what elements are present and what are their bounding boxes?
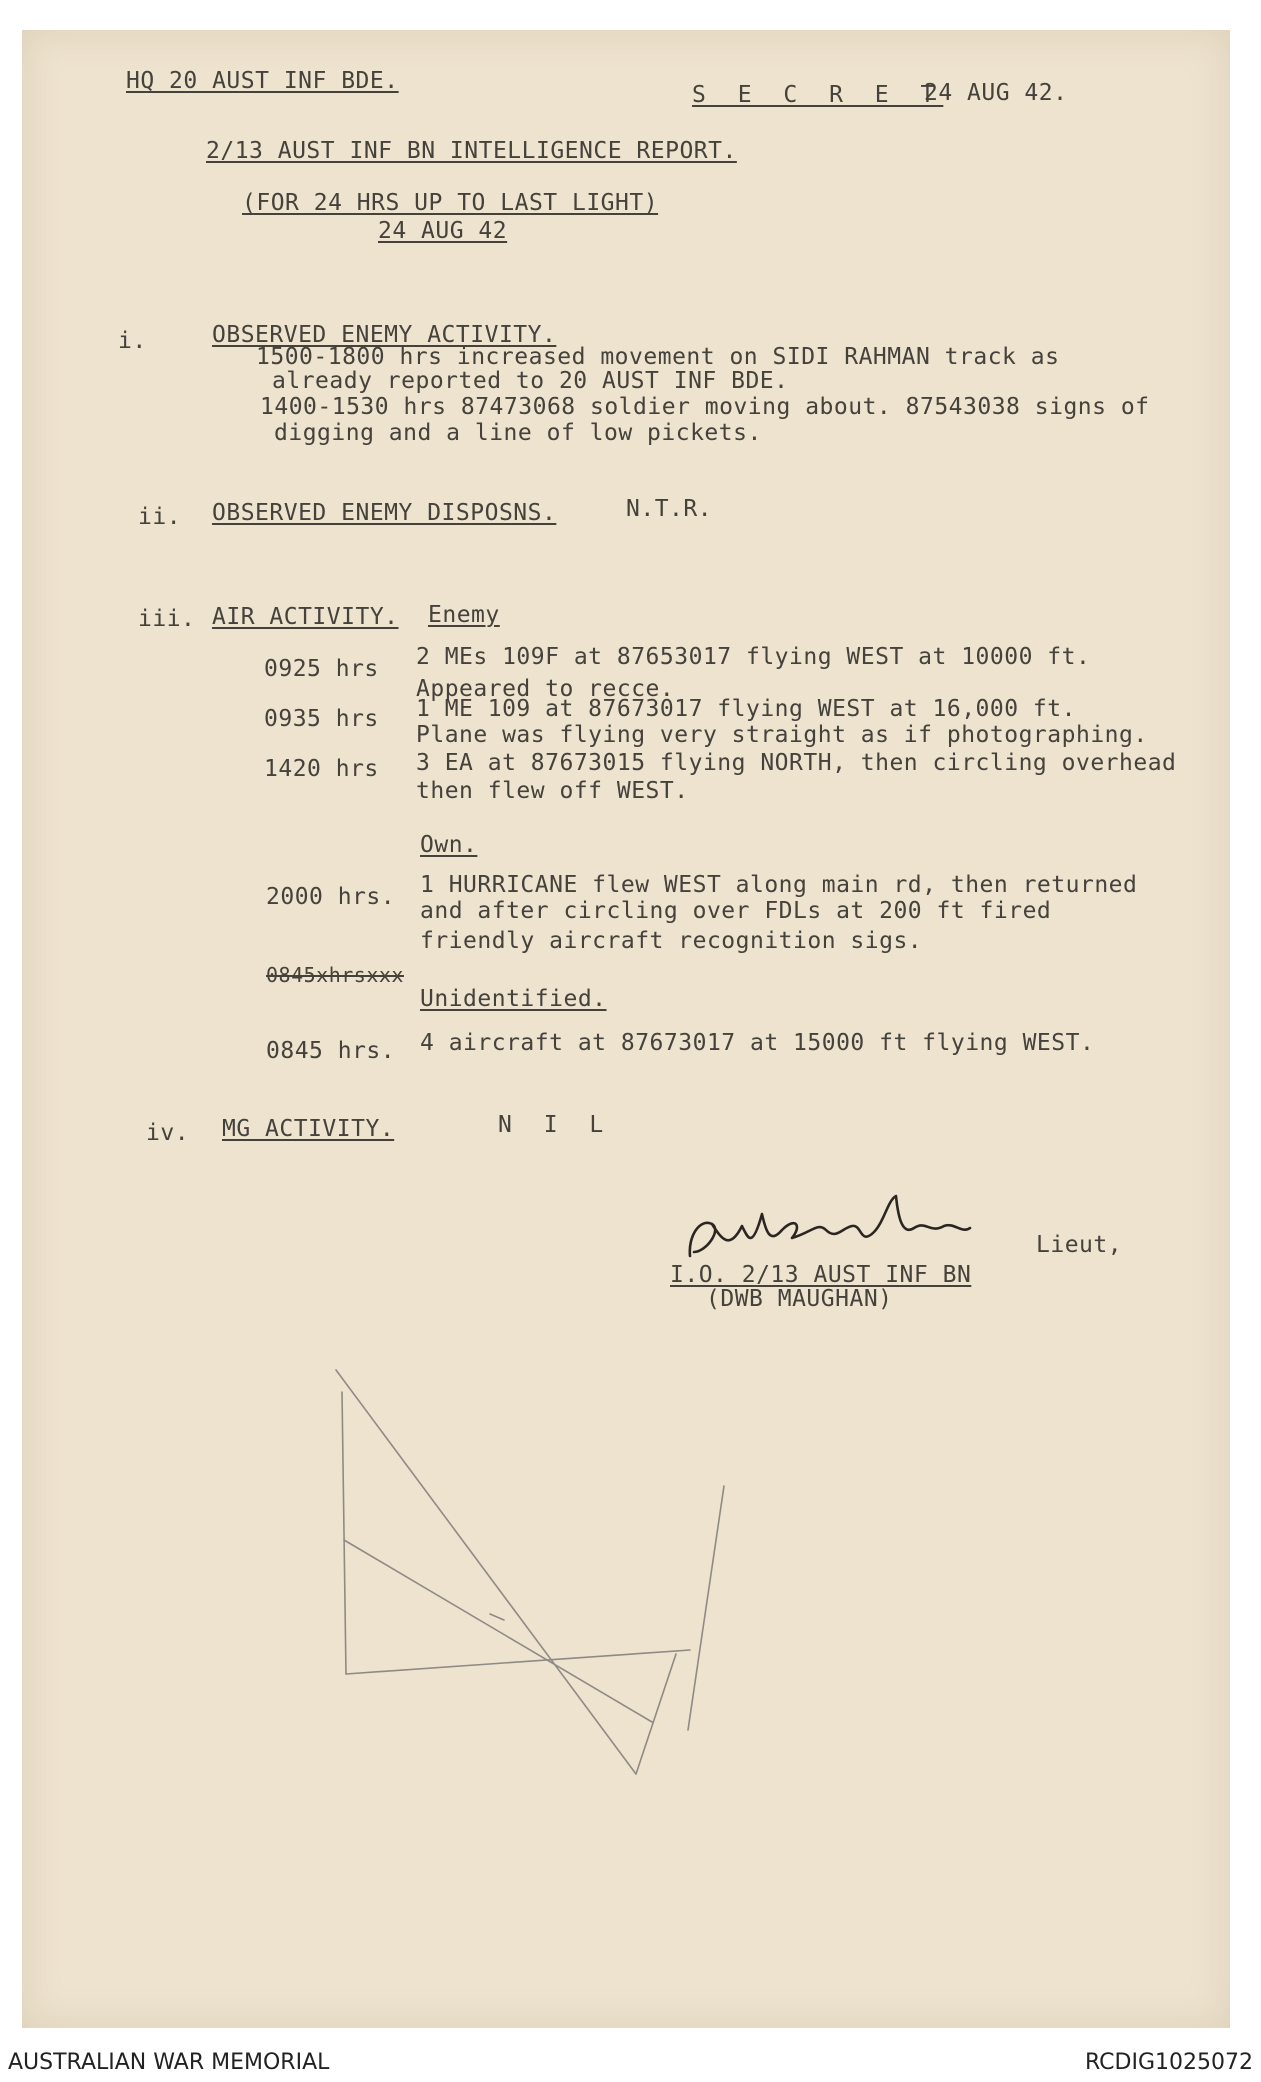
report-title: 2/13 AUST INF BN INTELLIGENCE REPORT. [206, 138, 737, 164]
section-number: iv. [146, 1120, 190, 1146]
section-line: 1400-1530 hrs 87473068 soldier moving about. 87543038 signs of [260, 394, 1150, 420]
entry-text: friendly aircraft recognition sigs. [420, 928, 923, 954]
section-heading: MG ACTIVITY. [222, 1116, 395, 1142]
entry-time: 2000 hrs. [266, 884, 396, 910]
footer-institution: AUSTRALIAN WAR MEMORIAL [8, 2050, 330, 2075]
footer-reference: RCDIG1025072 [1084, 2050, 1253, 2075]
section-number: iii. [138, 606, 196, 632]
entry-time: 0935 hrs [264, 706, 379, 732]
entry-time: 0925 hrs [264, 656, 379, 682]
section-number: ii. [138, 504, 182, 530]
struck-entry: 0845xhrsxxx [266, 963, 404, 987]
section-line: already reported to 20 AUST INF BDE. [272, 368, 789, 394]
entry-time: 0845 hrs. [266, 1038, 396, 1064]
section-number: i. [118, 328, 147, 354]
entry-text: 2 MEs 109F at 87653017 flying WEST at 10000 ft. [416, 644, 1091, 670]
subheading-enemy: Enemy [428, 602, 500, 628]
entry-text: and after circling over FDLs at 200 ft fired [420, 898, 1052, 924]
report-date: 24 AUG 42. [924, 80, 1068, 106]
section-heading: OBSERVED ENEMY DISPOSNS. [212, 500, 557, 526]
report-period-date: 24 AUG 42 [378, 218, 508, 244]
section-line: digging and a line of low pickets. [274, 420, 762, 446]
entry-text: 1 ME 109 at 87673017 flying WEST at 16,000 ft. [416, 696, 1076, 722]
entry-text: then flew off WEST. [416, 778, 689, 804]
signatory-rank: Lieut, [1036, 1232, 1123, 1258]
section-heading: OBSERVED ENEMY ACTIVITY. [212, 322, 557, 348]
addressee: HQ 20 AUST INF BDE. [126, 68, 399, 94]
classification-stamp: S E C R E T [692, 82, 944, 108]
entry-text: 4 aircraft at 87673017 at 15000 ft flying WEST. [420, 1030, 1095, 1056]
subheading-own: Own. [420, 832, 478, 858]
entry-text: 3 EA at 87673015 flying NORTH, then circling overhead [416, 750, 1177, 776]
subheading-unidentified: Unidentified. [420, 986, 607, 1012]
entry-time: 1420 hrs [264, 756, 379, 782]
signatory-position: I.O. 2/13 AUST INF BN [670, 1262, 972, 1288]
entry-text: 1 HURRICANE flew WEST along main rd, then returned [420, 872, 1138, 898]
section-heading: AIR ACTIVITY. [212, 604, 399, 630]
signatory-name: (DWB MAUGHAN) [706, 1286, 893, 1312]
entry-text: Appeared to recce. [416, 676, 675, 702]
section-value: N.T.R. [626, 496, 713, 522]
section-line: 1500-1800 hrs increased movement on SIDI RAHMAN track as [256, 344, 1060, 370]
entry-text: Plane was flying very straight as if photographing. [416, 722, 1148, 748]
section-value: N I L [498, 1112, 613, 1138]
report-period: (FOR 24 HRS UP TO LAST LIGHT) [242, 190, 659, 216]
